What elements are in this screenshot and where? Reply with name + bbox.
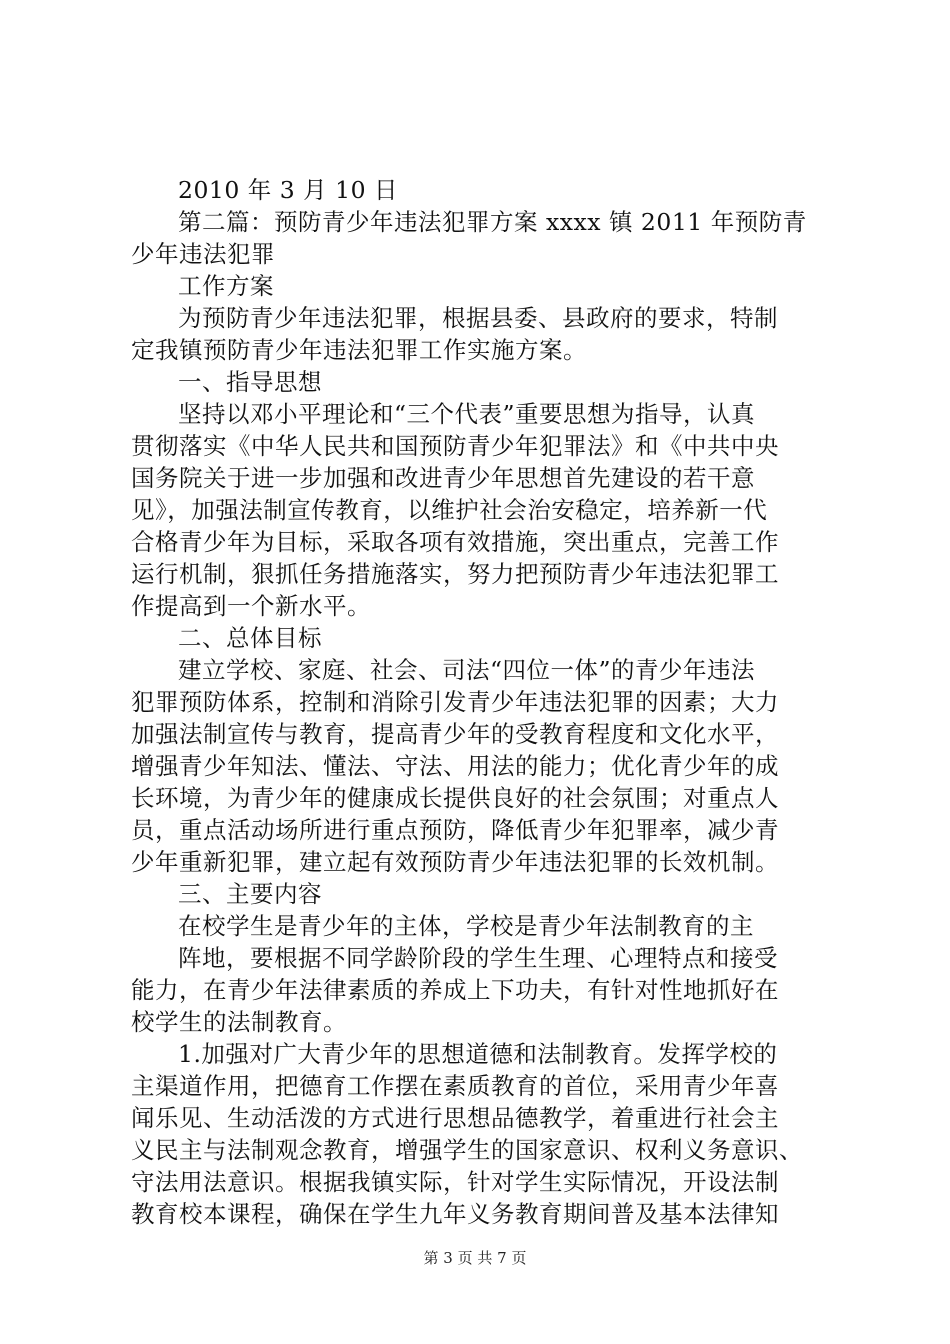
text-line: 第二篇：预防青少年违法犯罪方案 xxxx 镇 2011 年预防青 xyxy=(178,208,807,236)
text-line: 运行机制，狠抓任务措施落实，努力把预防青少年违法犯罪工 xyxy=(131,560,779,588)
text-line: 三、主要内容 xyxy=(178,880,322,908)
text-line: 国务院关于进一步加强和改进青少年思想首先建设的若干意 xyxy=(131,464,755,492)
document-body xyxy=(131,174,836,1230)
text-line: 见》，加强法制宣传教育，以维护社会治安稳定，培养新一代 xyxy=(131,496,768,524)
text-line: 1.加强对广大青少年的思想道德和法制教育。发挥学校的 xyxy=(178,1040,778,1068)
page-footer: 第 3 页 共 7 页 xyxy=(423,1249,527,1267)
text-line: 员，重点活动场所进行重点预防，降低青少年犯罪率，减少青 xyxy=(131,816,779,844)
text-line: 长环境，为青少年的健康成长提供良好的社会氛围；对重点人 xyxy=(131,784,779,812)
text-line: 主渠道作用，把德育工作摆在素质教育的首位，采用青少年喜 xyxy=(131,1072,779,1100)
text-line: 少年重新犯罪，建立起有效预防青少年违法犯罪的长效机制。 xyxy=(131,848,779,876)
text-line: 阵地，要根据不同学龄阶段的学生生理、心理特点和接受 xyxy=(178,944,778,972)
text-line: 一、指导思想 xyxy=(178,368,322,396)
text-line: 守法用法意识。根据我镇实际，针对学生实际情况，开设法制 xyxy=(131,1168,779,1196)
text-line: 合格青少年为目标，采取各项有效措施，突出重点，完善工作 xyxy=(131,528,779,556)
text-line: 2010 年 3 月 10 日 xyxy=(178,176,399,204)
text-line: 加强法制宣传与教育，提高青少年的受教育程度和文化水平， xyxy=(131,720,779,748)
text-line: 少年违法犯罪 xyxy=(131,240,275,268)
text-line: 在校学生是青少年的主体，学校是青少年法制教育的主 xyxy=(178,912,754,940)
text-line: 工作方案 xyxy=(178,272,274,300)
text-line: 校学生的法制教育。 xyxy=(131,1008,347,1036)
text-line: 能力，在青少年法律素质的养成上下功夫，有针对性地抓好在 xyxy=(131,976,779,1004)
text-line: 建立学校、家庭、社会、司法“四位一体”的青少年违法 xyxy=(178,656,756,684)
text-line: 为预防青少年违法犯罪，根据县委、县政府的要求，特制 xyxy=(178,304,778,332)
text-line: 定我镇预防青少年违法犯罪工作实施方案。 xyxy=(131,336,587,364)
text-line: 贯彻落实《中华人民共和国预防青少年犯罪法》和《中共中央 xyxy=(131,432,779,460)
text-line: 增强青少年知法、懂法、守法、用法的能力；优化青少年的成 xyxy=(131,752,779,780)
text-line: 犯罪预防体系，控制和消除引发青少年违法犯罪的因素；大力 xyxy=(131,688,779,716)
text-line: 闻乐见、生动活泼的方式进行思想品德教学，着重进行社会主 xyxy=(131,1104,779,1132)
text-line: 义民主与法制观念教育，增强学生的国家意识、权利义务意识、 xyxy=(131,1136,803,1164)
text-line: 坚持以邓小平理论和“三个代表”重要思想为指导，认真 xyxy=(178,400,756,428)
text-line: 教育校本课程，确保在学生九年义务教育期间普及基本法律知 xyxy=(131,1200,779,1228)
text-line: 作提高到一个新水平。 xyxy=(131,592,371,620)
text-line: 二、总体目标 xyxy=(178,624,322,652)
